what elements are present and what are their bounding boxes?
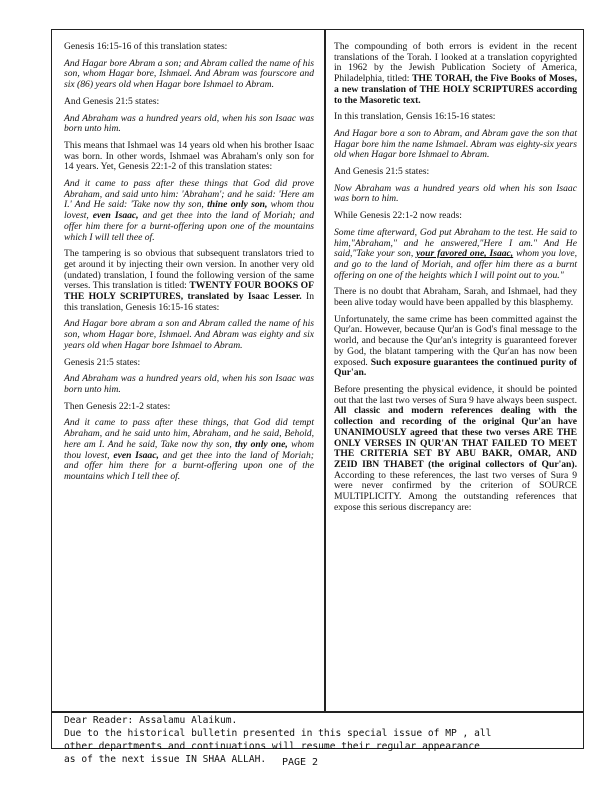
paragraph: This means that Ishmael was 14 years old when his brother Isaac was born. In other words, Ishmael was Abraham's only son for 14 years. Yet, Genesis 22:1-2 of this translation states: — [64, 139, 314, 173]
left-column — [64, 42, 314, 489]
quote-text: Some time afterward, God put Abraham to the test. He said to him,"Abraham," and he answered,"Here I am." And He said,"Take your son, — [334, 226, 577, 260]
column-divider — [324, 29, 326, 712]
emphasis: thine only son, — [207, 199, 268, 211]
quote — [64, 418, 314, 482]
quote-text: and get thee into the land of Moriah; and offer him there for a burnt-offering upon one of the mountains which I tell thee of. — [64, 449, 314, 482]
quote-text: And it came to pass after these things that God did prove Abraham, and said unto him: 'Abraham'; and he said: 'Here am I.' And He said: 'Take now thy son, — [64, 178, 314, 211]
paragraph: Genesis 21:5 states: — [64, 356, 141, 368]
page-number: PAGE 2 — [281, 757, 319, 768]
paragraph: Genesis 16:15-16 of this translation states: — [64, 41, 228, 52]
emphasis: All classic and modern references dealing with the collection and recording of the original Qur'an have UNANIMOUSLY agreed that these two verses ARE THE ONLY VERSES IN QUR'AN THAT FAILED TO MEET THE CRITERIA SET BY ABU BAKR, OMAR, AND ZEID IBN THABET (the original collectors of Qur'an). — [334, 405, 577, 470]
paragraph — [64, 249, 314, 313]
note-line: Due to the historical bulletin presented in this special issue of MP , all — [64, 728, 492, 739]
emphasis: even Isaac, — [113, 449, 159, 461]
text: The compounding of both errors is evident in the recent translations of the Torah. I looked at a translation copyrighted in 1962 by the Jewish Publication Society of America, Philadelphia, titled: — [334, 41, 577, 85]
text: Before presenting the physical evidence, it should be pointed out that the last two verses of Sura 9 have always been suspect. — [334, 383, 577, 406]
footer-divider — [51, 711, 584, 713]
quote-text: whom thou lovest, — [64, 199, 314, 222]
paragraph: There is no doubt that Abraham, Sarah, and Ishmael, had they been alive today would have been appalled by this blasphemy. — [334, 286, 577, 309]
quote: And Hagar bore Abram a son; and Abram called the name of his son, whom Hagar bore, Ishmael. And Abram was fourscore and six (86) years old when Hagar bore Ishmael to Abram. — [64, 57, 314, 91]
text: In this translation, Genesis 16:15-16 states: — [64, 291, 314, 313]
right-column — [334, 42, 577, 519]
paragraph: In this translation, Gensis 16:15-16 states: — [334, 111, 496, 123]
paragraph: And Genesis 21:5 states: — [64, 95, 160, 107]
quote-text: and get thee into the land of Moriah; and offer him there for a burnt-offering upon one of the mountains which I will tell thee of. — [64, 210, 314, 243]
paragraph: And Genesis 21:5 states: — [334, 166, 430, 178]
text: The tampering is so obvious that subsequent translators tried to get around it by injecting their own version. In another very old (undated) translation, I found the following version of the same verses. This translation is titled: — [64, 248, 314, 292]
quote — [334, 228, 577, 282]
emphasis: even Isaac, — [92, 210, 139, 222]
paragraph — [334, 42, 577, 106]
quote-text: whom you love, and go to the land of Moriah, and offer him there as a burnt offering on one of the heights which I will point out to you." — [334, 248, 577, 281]
paragraph: While Genesis 22:1-2 now reads: — [334, 210, 462, 222]
note-line: as of the next issue IN SHAA ALLAH. — [64, 754, 267, 765]
quote: And Abraham was a hundred years old, when his son Isaac was born unto him. — [64, 373, 314, 395]
text: According to these references, the last two verses of Sura 9 were never confirmed by the criterion of SOURCE MULTIPLICITY. Among the outstanding references that expose this serious discrepancy are: — [334, 469, 577, 513]
quote: And Hagar bore abram a son and Abram called the name of his son, whom Hagar bore, Ishmael. And Abram was eighty and six years old when Hagar bore Ishmael to Abram. — [64, 318, 314, 351]
quote — [64, 179, 314, 243]
quote-text: whom thou lovest, — [64, 438, 314, 461]
paragraph — [334, 315, 577, 379]
quote: And Abraham was a hundred years old, when his son Isaac was born unto him. — [64, 112, 314, 135]
emphasis: Such exposure guarantees the continued purity of Qur'an. — [334, 356, 577, 379]
paragraph: Then Genesis 22:1-2 states: — [64, 400, 171, 412]
text: Unfortunately, the same crime has been committed against the Qur'an. However, because Qur'an is God's final message to the world, and because the Qur'an's integrity is guaranteed forever by God, the blatant tampering with the Qur'an has now been exposed. — [334, 313, 577, 368]
paragraph — [334, 385, 577, 513]
note-line: Dear Reader: Assalamu Alaikum. — [64, 715, 238, 726]
emphasis: thy only one, — [235, 438, 288, 450]
quote: Now Abraham was a hundred years old when his son Isaac was born to him. — [334, 182, 577, 205]
note-line: other departments and continuations will resume their regular appearance — [64, 741, 480, 752]
book-title: TWENTY FOUR BOOKS OF THE HOLY SCRIPTURES, translated by Isaac Lesser. — [64, 280, 314, 303]
book-title: THE TORAH, the Five Books of Moses, a new translation of THE HOLY SCRIPTURES according to the Masoretic text. — [334, 73, 578, 106]
quote: And Hagar bore a son to Abram, and Abram gave the son that Hagar bore him the name Ishmael. Abram was eighty-six years old when Hagar bore Ishmael to Abram. — [334, 127, 577, 161]
quote-text: And it came to pass after these things, that God did tempt Abraham, and he said unto him, Abraham, and he said, Behold, here am I. And he said, Take now thy son, — [64, 417, 314, 450]
emphasis: your favored one, Isaac, — [416, 248, 514, 260]
